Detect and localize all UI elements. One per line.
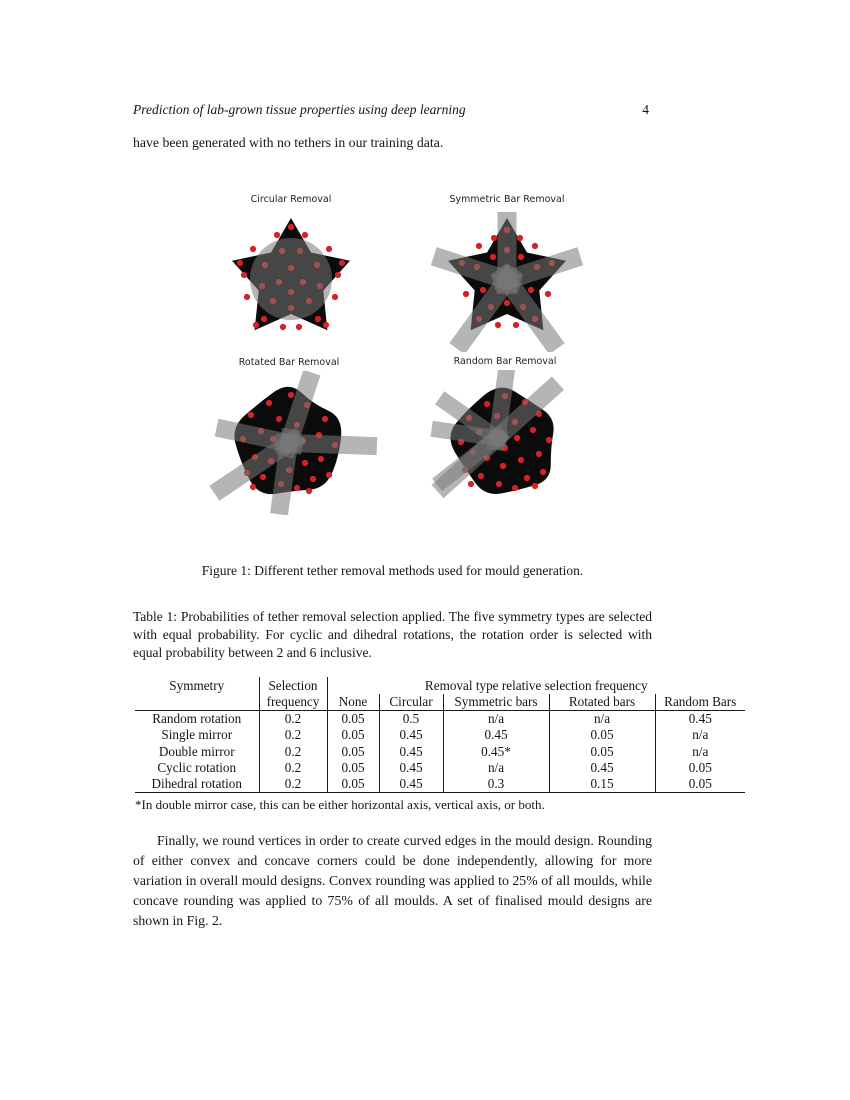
table-cell: 0.3 — [443, 776, 549, 793]
table-cell: n/a — [692, 727, 709, 743]
tether-dot — [250, 246, 256, 252]
tether-dot — [326, 472, 332, 478]
tether-dot — [532, 243, 538, 249]
header-type-symmetric-bars: Symmetric bars — [443, 694, 549, 711]
tether-dot — [296, 324, 302, 330]
panel-title-circular: Circular Removal — [250, 194, 332, 205]
table-cell: Double mirror — [135, 743, 259, 760]
tether-dot — [500, 463, 506, 469]
table-cell: 0.05 — [549, 743, 655, 760]
tether-dot — [261, 316, 267, 322]
mould-symmetric-bar-removal-image — [407, 208, 607, 352]
tether-dot — [476, 243, 482, 249]
tether-dot — [306, 488, 312, 494]
table-cell: 0.45 — [688, 710, 712, 726]
closing-paragraph: Finally, we round vertices in order to create curved edges in the mould design. Rounding of either convex and concave corners could be done independently, allowing for more variation in overall mould designs. Convex rounding was applied to 25% of all moulds, while concave rounding was applied to 75% of all moulds. A set of finalised mould designs are shown in Fig. 2. — [133, 833, 652, 928]
figure-panel — [407, 194, 607, 352]
table-cell: 0.5 — [379, 710, 443, 727]
table-cell: n/a — [443, 710, 549, 727]
table-cell: 0.45 — [379, 727, 443, 744]
tether-dot — [323, 322, 329, 328]
mould-random-bar-removal-image — [405, 370, 605, 514]
tether-dot — [524, 475, 530, 481]
tether-dot — [496, 481, 502, 487]
table-cell: Random rotation — [135, 710, 259, 727]
table-row — [135, 727, 745, 744]
intro-paragraph: have been generated with no tethers in our training data. — [133, 135, 444, 150]
table-cell: 0.45 — [379, 776, 443, 793]
tether-dot — [530, 427, 536, 433]
table-cell: Dihedral rotation — [135, 776, 259, 793]
tether-dot — [315, 316, 321, 322]
table-head — [135, 677, 745, 710]
panel-title-random-bar: Random Bar Removal — [453, 356, 557, 367]
tether-dot — [478, 473, 484, 479]
tether-dot — [536, 451, 542, 457]
table-cell: 0.05 — [327, 776, 379, 793]
table-row — [135, 760, 745, 777]
tether-dot — [518, 254, 524, 260]
tether-dot — [517, 235, 523, 241]
table-cell: n/a — [692, 743, 709, 759]
table-cell: 0.05 — [688, 760, 712, 776]
tether-dot — [532, 483, 538, 489]
figure-panel — [191, 194, 391, 352]
tether-dot — [241, 272, 247, 278]
tether-dot — [326, 246, 332, 252]
tether-dot — [332, 294, 338, 300]
tether-dot — [294, 485, 300, 491]
table-cell: 0.05 — [327, 710, 379, 727]
tether-dot — [322, 416, 328, 422]
tether-dot — [495, 322, 501, 328]
table-cell: 0.05 — [327, 727, 379, 744]
header-type-none: None — [327, 694, 379, 711]
header-type-random-bars: Random Bars — [655, 694, 745, 711]
page-number: 4 — [642, 102, 649, 117]
table-row — [135, 776, 745, 793]
table-cell: 0.15 — [549, 776, 655, 793]
tether-dot — [339, 260, 345, 266]
table-cell: 0.45 — [549, 760, 655, 777]
table-cell: 0.05 — [327, 743, 379, 760]
tether-dot — [318, 456, 324, 462]
tether-dot — [280, 324, 286, 330]
table-cell: 0.2 — [259, 760, 327, 777]
tether-dot — [490, 254, 496, 260]
mould-circular-removal-image — [191, 208, 391, 352]
table-cell: 0.45 — [443, 727, 549, 744]
tether-dot — [276, 416, 282, 422]
tether-dot — [274, 232, 280, 238]
table-header-row-2 — [135, 694, 745, 711]
table-cell: 0.05 — [549, 727, 655, 744]
table-cell: Single mirror — [135, 727, 259, 744]
mould-rotated-bar-removal-image — [189, 371, 389, 515]
tether-dot — [540, 469, 546, 475]
tether-dot — [512, 485, 518, 491]
tether-dot — [468, 481, 474, 487]
table-header-row-1 — [135, 677, 745, 694]
table-caption: Table 1: Probabilities of tether removal selection applied. The five symmetry types are selected with equal probability. For cyclic and dihedral rotations, the rotation order is selected with equal probability between 2 and 6 inclusive. — [133, 609, 652, 661]
tether-dot — [260, 474, 266, 480]
running-head — [133, 102, 649, 118]
tether-dot — [250, 484, 256, 490]
table-cell: 0.45 — [379, 760, 443, 777]
header-selection-line1: Selection — [259, 677, 327, 694]
tether-dot — [310, 476, 316, 482]
probability-table — [135, 677, 745, 793]
table-row — [135, 710, 745, 727]
header-selection-line2: frequency — [259, 694, 327, 711]
header-symmetry: Symmetry — [135, 677, 259, 694]
tether-dot — [335, 272, 341, 278]
panel-title-symmetric-bar: Symmetric Bar Removal — [449, 194, 565, 205]
header-type-circular: Circular — [379, 694, 443, 711]
tether-dot — [244, 294, 250, 300]
table-cell: 0.05 — [655, 776, 745, 793]
figure-panel — [405, 356, 605, 514]
table-cell: n/a — [549, 710, 655, 727]
tether-dot — [491, 235, 497, 241]
tether-dot — [545, 291, 551, 297]
tether-dot — [302, 460, 308, 466]
tether-dot — [288, 392, 294, 398]
tether-dot — [237, 260, 243, 266]
table-cell: 0.05 — [327, 760, 379, 777]
figure-caption: Figure 1: Different tether removal methods used for mould generation. — [201, 563, 584, 578]
panel-title-rotated-bar: Rotated Bar Removal — [238, 357, 340, 368]
tether-dot — [248, 412, 254, 418]
tether-dot — [518, 457, 524, 463]
header-empty-cell — [135, 694, 259, 711]
tether-dot — [480, 287, 486, 293]
table-cell: 0.2 — [259, 710, 327, 727]
table-cell: 0.2 — [259, 727, 327, 744]
table-row — [135, 743, 745, 760]
table-cell: n/a — [443, 760, 549, 777]
header-type-rotated-bars: Rotated bars — [549, 694, 655, 711]
circular-removal-overlay — [250, 238, 332, 320]
table-cell: 0.2 — [259, 776, 327, 793]
table-body — [135, 710, 745, 793]
tether-dot — [463, 291, 469, 297]
tether-dot — [302, 232, 308, 238]
table-footnote: *In double mirror case, this can be either horizontal axis, vertical axis, or both. — [135, 797, 545, 812]
header-removal-group: Removal type relative selection frequency — [424, 677, 648, 693]
tether-dot — [546, 437, 552, 443]
tether-dot — [513, 322, 519, 328]
table-cell: 0.45 — [379, 743, 443, 760]
running-title: Prediction of lab-grown tissue properties using deep learning — [133, 102, 466, 117]
figure-panel — [189, 357, 389, 515]
table-cell: 0.45* — [443, 743, 549, 760]
tether-dot — [253, 322, 259, 328]
tether-dot — [504, 300, 510, 306]
table-cell: 0.2 — [259, 743, 327, 760]
tether-dot — [484, 401, 490, 407]
tether-dot — [514, 435, 520, 441]
tether-dot — [528, 287, 534, 293]
tether-dot — [288, 224, 294, 230]
table-cell: Cyclic rotation — [135, 760, 259, 777]
tether-dot — [266, 400, 272, 406]
